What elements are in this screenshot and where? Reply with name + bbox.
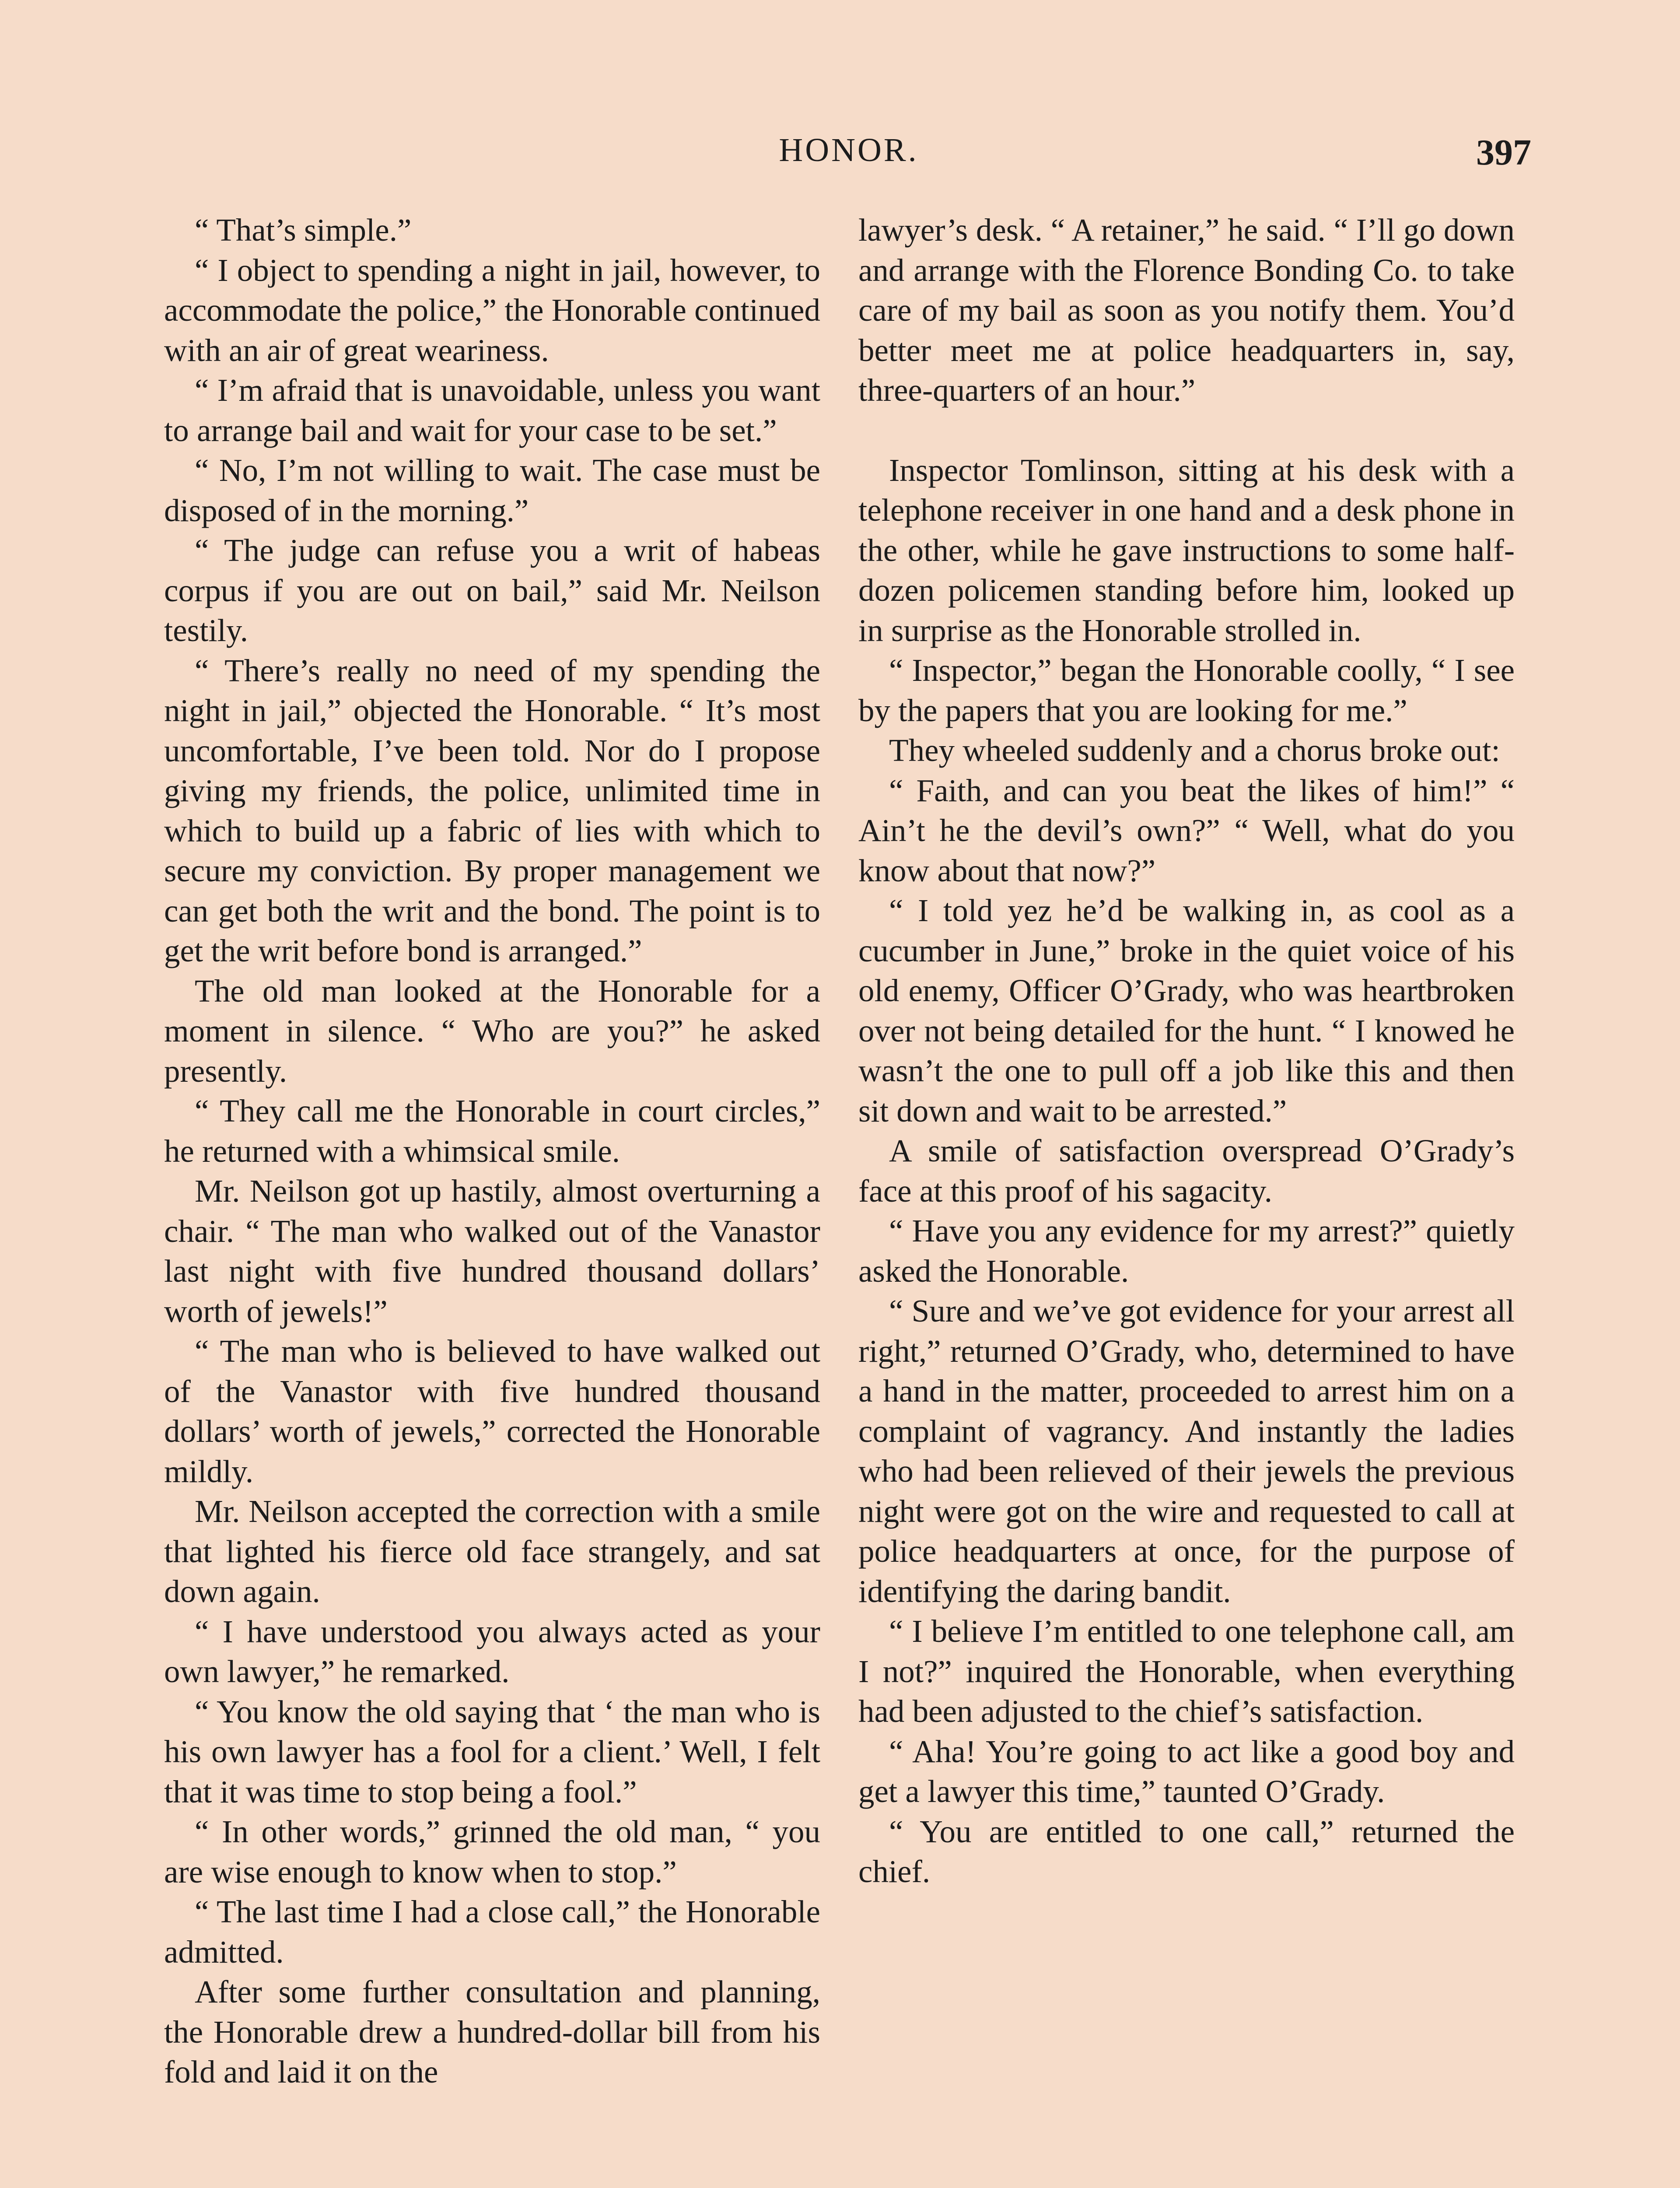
paragraph: “ There’s really no need of my spending the night in jail,” objected the Honorable. “ It’s most uncomfortable, I’ve been told. Nor do I propose giving my friends, the police, unlimited time in which to build up a fabric of lies with which to secure my conviction. By proper management we can get both the writ and the bond. The point is to get the writ before bond is arranged.” xyxy=(164,652,820,968)
paragraph: “ Have you any evidence for my arrest?” quietly asked the Honorable. xyxy=(858,1213,1515,1289)
paragraph: “ I told yez he’d be walking in, as cool as a cucumber in June,” broke in the quiet voice of his old enemy, Officer O’Grady, who was heartbroken over not being detailed for the hunt. “ I knowed he wasn’t the one to pull off a job like this and then sit down and wait to be arrested.” xyxy=(858,893,1515,1129)
paragraph: “ I’m afraid that is unavoidable, unless you want to arrange bail and wait for your case to be set.” xyxy=(164,372,820,448)
paragraph: “ That’s simple.” xyxy=(195,212,412,248)
paragraph: A smile of satisfaction overspread O’Grady’s face at this proof of his sagacity. xyxy=(858,1133,1515,1209)
paragraph: Mr. Neilson got up hastily, almost overturning a chair. “ The man who walked out of the Vanastor last night with five hundred thousand dollars’ worth of jewels!” xyxy=(164,1173,820,1329)
paragraph: The old man looked at the Honorable for a moment in silence. “ Who are you?” he asked presently. xyxy=(164,973,820,1089)
paragraph: “ You know the old saying that ‘ the man who is his own lawyer has a fool for a client.’ Well, I felt that it was time to stop being a fool.” xyxy=(164,1694,820,1809)
paragraph: Inspector Tomlinson, sitting at his desk with a telephone receiver in one hand and a desk phone in the other, while he gave instructions to some half-dozen policemen standing before him, looked up in surprise as the Honorable strolled in. xyxy=(858,452,1515,648)
paragraph: Mr. Neilson accepted the correction with a smile that lighted his fierce old face strangely, and sat down again. xyxy=(164,1494,820,1609)
paragraph: “ You are entitled to one call,” returned the chief. xyxy=(858,1813,1515,1889)
paragraph: “ In other words,” grinned the old man, “ you are wise enough to know when to stop.” xyxy=(164,1814,820,1890)
paragraph: “ Sure and we’ve got evidence for your arrest all right,” returned O’Grady, who, determined to have a hand in the matter, proceeded to arrest him on a complaint of vagrancy. And instantly the ladies who had been relieved of their jewels the previous night were got on the wire and requested to call at police headquarters at once, for the purpose of identifying the daring bandit. xyxy=(858,1293,1515,1609)
left-column xyxy=(164,210,820,2092)
paragraph: “ I object to spending a night in jail, however, to accommodate the police,” the Honorable continued with an air of great weariness. xyxy=(164,252,820,368)
paragraph: “ They call me the Honorable in court circles,” he returned with a whimsical smile. xyxy=(164,1093,820,1169)
paragraph: “ The last time I had a close call,” the Honorable admitted. xyxy=(164,1894,820,1970)
paragraph: “ Faith, and can you beat the likes of him!” “ Ain’t he the devil’s own?” “ Well, what do you know about that now?” xyxy=(858,772,1515,888)
paragraph: After some further consultation and planning, the Honorable drew a hundred-dollar bill from his fold and laid it on the xyxy=(164,1974,820,2090)
page-header xyxy=(166,131,1531,179)
page-number: 397 xyxy=(1476,132,1531,173)
paragraph: “ No, I’m not willing to wait. The case must be disposed of in the morning.” xyxy=(164,452,820,528)
paragraph: “ The man who is believed to have walked out of the Vanastor with five hundred thousand dollars’ worth of jewels,” corrected the Honorable mildly. xyxy=(164,1333,820,1489)
paragraph: “ I have understood you always acted as your own lawyer,” he remarked. xyxy=(164,1613,820,1689)
paragraph: They wheeled suddenly and a chorus broke out: xyxy=(889,733,1500,768)
paragraph: “ Aha! You’re going to act like a good boy and get a lawyer this time,” taunted O’Grady. xyxy=(858,1733,1515,1809)
paragraph: “ I believe I’m entitled to one telephone call, am I not?” inquired the Honorable, when everything had been adjusted to the chief’s satisfaction. xyxy=(858,1613,1515,1729)
paragraph-continued: lawyer’s desk. “ A retainer,” he said. “ I’ll go down and arrange with the Florence Bonding Co. to take care of my bail as soon as you notify them. You’d better meet me at police headquarters in, say, three-quarters of an hour.” xyxy=(858,212,1515,408)
running-title: HONOR. xyxy=(779,132,919,168)
right-column xyxy=(858,210,1515,1892)
paragraph: “ The judge can refuse you a writ of habeas corpus if you are out on bail,” said Mr. Neilson testily. xyxy=(164,533,820,648)
paragraph: “ Inspector,” began the Honorable coolly, “ I see by the papers that you are looking for me.” xyxy=(858,652,1515,728)
